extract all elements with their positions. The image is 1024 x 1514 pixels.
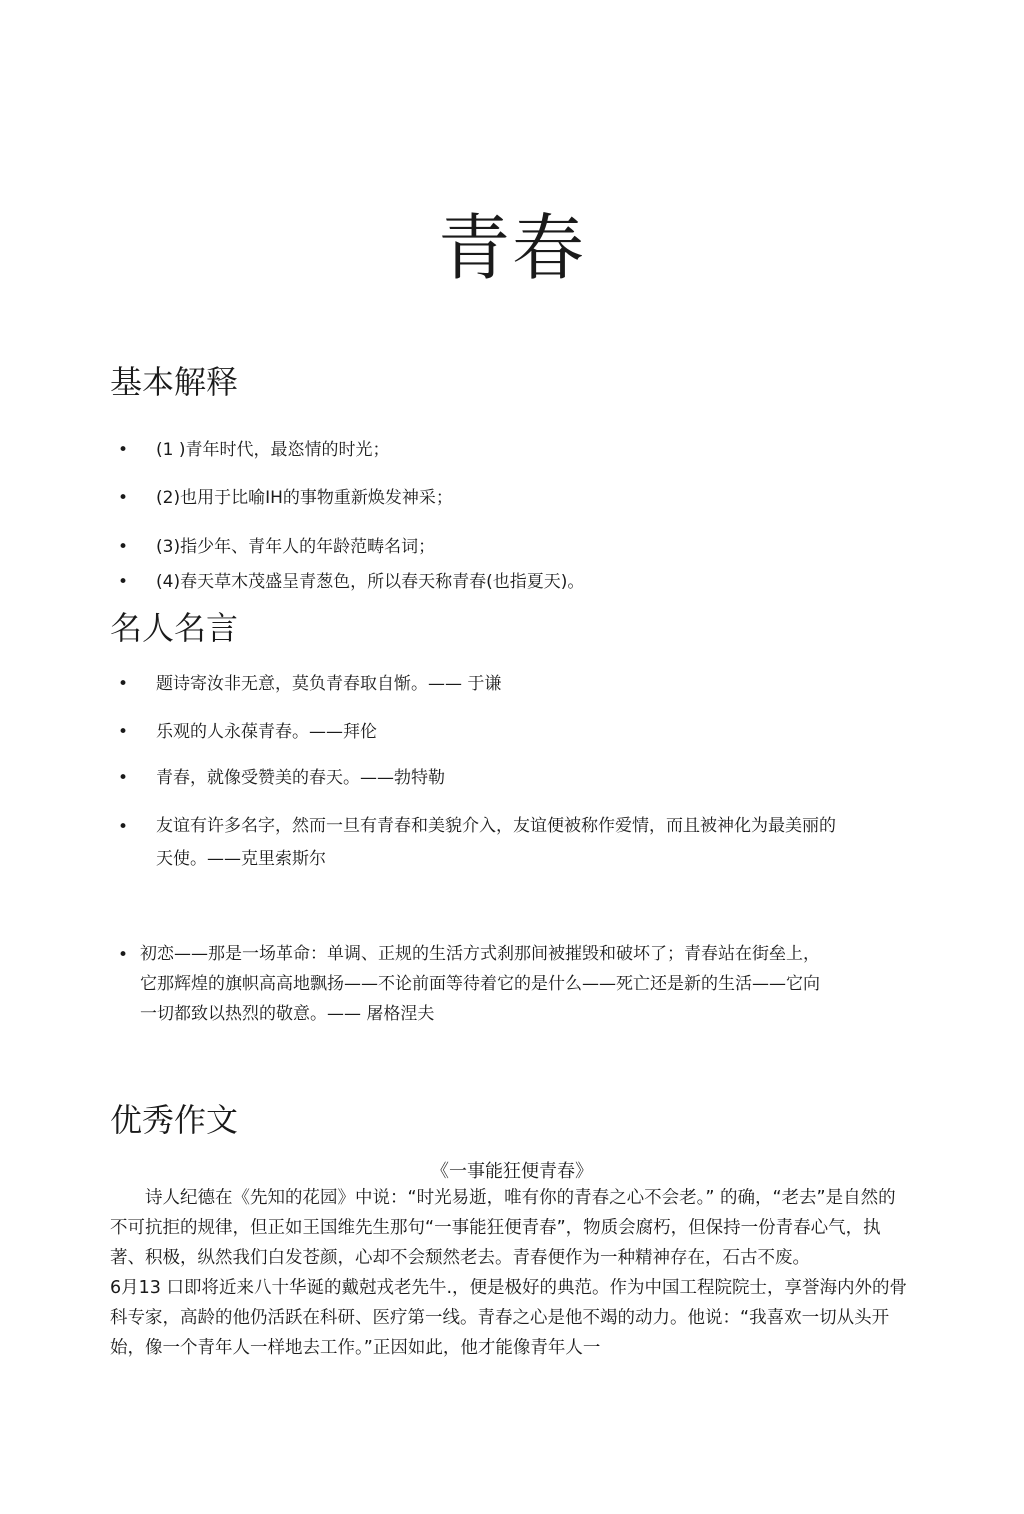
list-item-text: (1 )青年时代，最恣情的时光； bbox=[156, 440, 390, 460]
list-item-text: (3)指少年、青年人的年龄范畴名词； bbox=[156, 537, 436, 557]
list-item-text: (2)也用于比喻IH的事物重新焕发神采； bbox=[156, 488, 453, 508]
bullet-icon: • bbox=[118, 488, 129, 508]
bullet-icon: • bbox=[118, 572, 129, 592]
section-heading-basic: 基本解释 bbox=[110, 363, 239, 401]
essay-paragraph: 诗人纪德在《先知的花园》中说：“时光易逝，唯有你的青春之心不会老。” 的确，“老去”是自然的不可抗拒的规律，但正如王国维先生那句“一事能狂便青春”，物质会腐朽，但保持一份青春心气，执著、积极，纵然我们白发苍颜，心却不会颓然老去。青春便作为一种精神存在，石古不废。 bbox=[110, 1188, 896, 1268]
list-item-text: 青春，就像受赞美的春天。——勃特勒 bbox=[156, 768, 445, 788]
section-heading-essay: 优秀作文 bbox=[110, 1101, 239, 1139]
essay-paragraph: 6月13 口即将近来八十华诞的戴尅戎老先牛.，便是极好的典范。作为中国工程院院士，享誉海内外的骨科专家，高龄的他仍活跃在科研、医疗第一线。青春之心是他不竭的动力。他说：“我喜欢一切从头开始，像一个青年人一样地去工作。”正因如此，他才能像青年人一 bbox=[110, 1278, 908, 1358]
list-item-text: (4)春天草木茂盛呈青葱色，所以春天称青春(也指夏天)。 bbox=[156, 572, 585, 592]
essay-title: 《一事能狂便青春》 bbox=[431, 1161, 593, 1182]
bullet-icon: • bbox=[118, 537, 129, 557]
bullet-icon: • bbox=[118, 440, 129, 460]
list-item-text: 乐观的人永葆青春。——拜伦 bbox=[156, 722, 377, 742]
bullet-icon: • bbox=[118, 945, 129, 965]
essay-body bbox=[110, 1183, 910, 1363]
list-item-text: 题诗寄汝非无意，莫负青春取自惭。—— 于谦 bbox=[156, 674, 502, 694]
list-item-text: 初恋——那是一场革命：单调、正规的生活方式刹那间被摧毁和破坏了；青春站在街垒上，它那辉煌的旗帜高高地飘扬——不论前面等待着它的是什么——死亡还是新的生活——它向一切都致以热烈的敬意。—— 屠格涅夫 bbox=[140, 944, 820, 1024]
bullet-icon: • bbox=[118, 722, 129, 742]
bullet-icon: • bbox=[118, 768, 129, 788]
bullet-icon: • bbox=[118, 674, 129, 694]
page-title: 青春 bbox=[437, 206, 586, 290]
bullet-icon: • bbox=[118, 817, 129, 837]
section-heading-quotes: 名人名言 bbox=[110, 609, 239, 647]
list-item-text: 友谊有许多名字，然而一旦有青春和美貌介入，友谊便被称作爱情，而且被神化为最美丽的天使。——克里索斯尔 bbox=[156, 816, 836, 869]
